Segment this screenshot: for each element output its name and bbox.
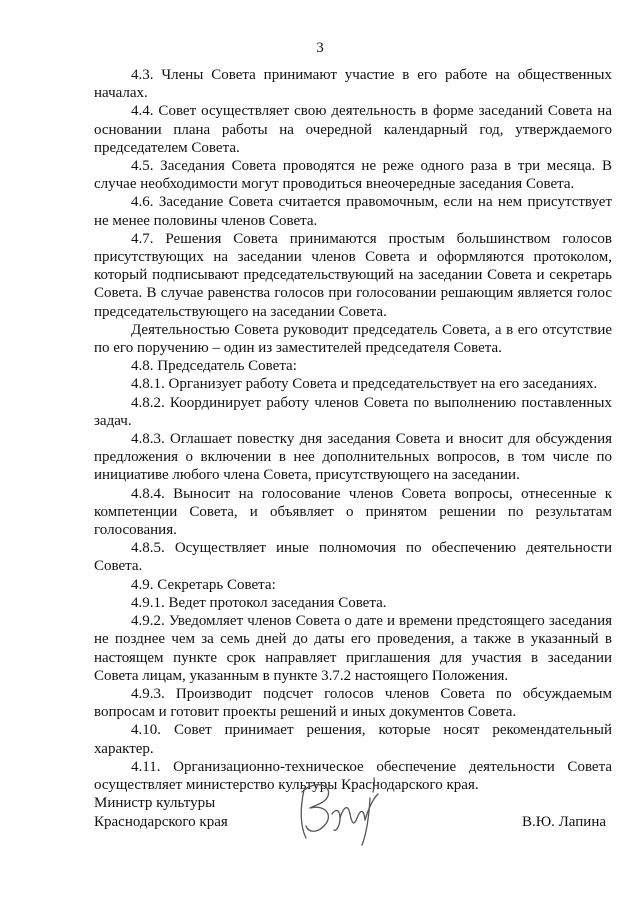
signer-title <box>94 794 228 832</box>
page-number: 3 <box>316 40 324 56</box>
paragraph-leadership: Деятельностью Совета руководит председатель Совета, а в его отсутствие по его поручению – один из заместителей председателя Совета. <box>94 321 612 357</box>
paragraph-4-5: 4.5. Заседания Совета проводятся не реже одного раза в три месяца. В случае необходимости могут проводиться внеочередные заседания Совета. <box>94 158 612 193</box>
paragraph-4-8-1: 4.8.1. Организует работу Совета и председательствует на его заседаниях. <box>131 376 598 393</box>
paragraph-4-8-2: 4.8.2. Координирует работу членов Совета по выполнению поставленных задач. <box>94 394 612 429</box>
paragraph-4-6: 4.6. Заседание Совета считается правомочным, если на нем присутствует не менее половины членов Совета. <box>94 194 612 229</box>
handwritten-signature <box>290 768 386 848</box>
paragraph-4-9-3: 4.9.3. Производит подсчет голосов членов Совета по обсуждаемым вопросам и готовит проекты решений и иных документов Совета. <box>94 685 612 721</box>
paragraph-4-8-3: 4.8.3. Оглашает повестку дня заседания Совета и вносит для обсуждения предложения о включении в нее дополнительных вопросов, в том числе по инициативе любого члена Совета, присутствующего на заседании. <box>94 431 612 484</box>
paragraph-4-8-4: 4.8.4. Выносит на голосование членов Совета вопросы, отнесенные к компетенции Совета, и объявляет о принятом решении по результатам голосования. <box>94 485 612 539</box>
paragraph-4-8: 4.8. Председатель Совета: <box>131 358 297 375</box>
signer-name: В.Ю. Лапина <box>521 814 606 830</box>
paragraph-4-9-2: 4.9.2. Уведомляет членов Совета о дате и времени предстоящего заседания не позднее чем за семь дней до даты его проведения, а также в указанный в настоящем пункте срок направляет приглашения для участия в заседании Совета лицам, указанным в пункте 3.7.2 настоящего Положения. <box>94 613 612 684</box>
paragraph-4-8-5: 4.8.5. Осуществляет иные полномочия по обеспечению деятельности Совета. <box>94 540 612 575</box>
paragraph-4-3: 4.3. Члены Совета принимают участие в его работе на общественных началах. <box>94 67 612 102</box>
signer-title-line2: Краснодарского края <box>94 814 228 830</box>
paragraph-4-4: 4.4. Совет осуществляет свою деятельность в форме заседаний Совета на основании плана работы на очередной календарный год, утверждаемого председателем Совета. <box>94 103 612 156</box>
paragraph-4-9-1: 4.9.1. Ведет протокол заседания Совета. <box>131 594 387 611</box>
paragraph-4-10: 4.10. Совет принимает решения, которые носят рекомендательный характер. <box>94 722 612 757</box>
paragraph-4-9: 4.9. Секретарь Совета: <box>131 576 276 593</box>
paragraph-4-11: 4.11. Организационно-техническое обеспечение деятельности Совета осуществляет министерство культуры Краснодарского края. <box>94 758 612 793</box>
paragraph-4-7: 4.7. Решения Совета принимаются простым большинством голосов присутствующих на заседании членов Совета и оформляются протоколом, который подписывают председательствующий на заседании Совета и секретарь Совета. В случае равенства голосов при голосовании решающим является голос председательствующего на заседании Совета. <box>94 230 612 320</box>
signer-title-line1: Министр культуры <box>94 795 216 811</box>
document-body <box>94 66 612 794</box>
